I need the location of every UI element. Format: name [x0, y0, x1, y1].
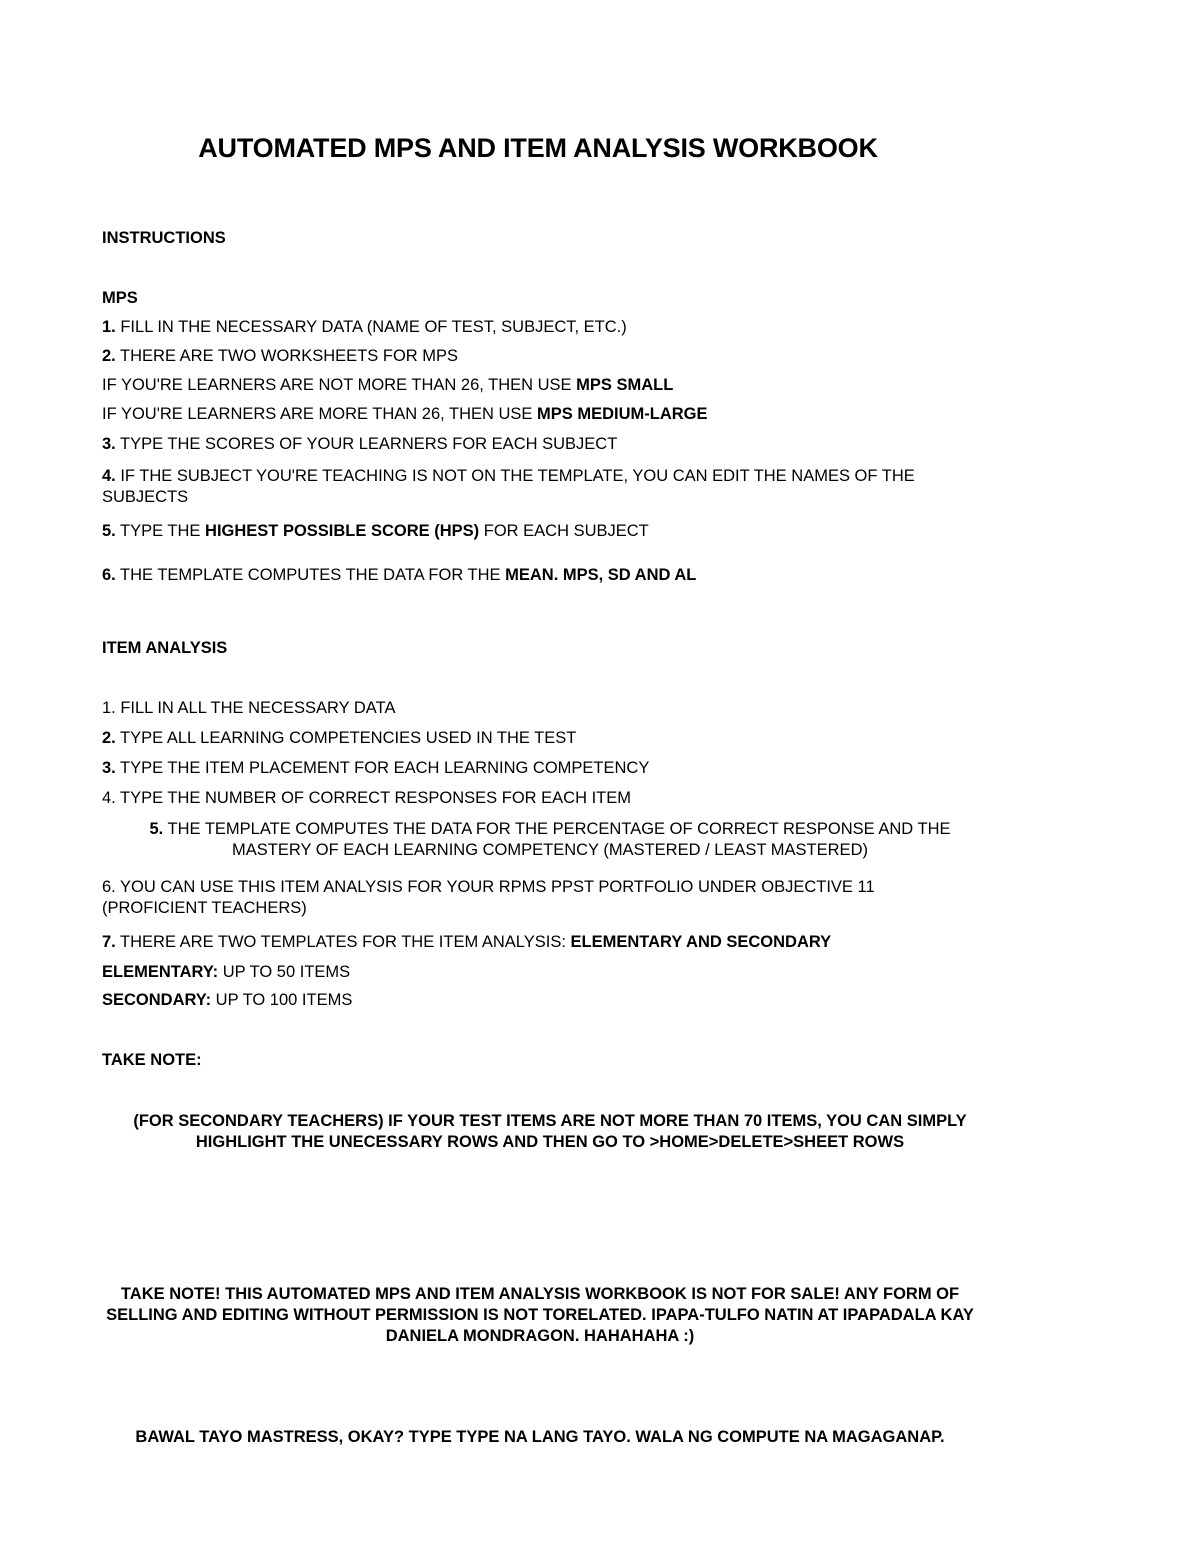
mps-step-1 [102, 317, 627, 338]
step-bold: HIGHEST POSSIBLE SCORE (HPS) [205, 522, 480, 540]
step-number: 7. [102, 933, 116, 951]
step-number: 6. [102, 566, 116, 584]
not-for-sale-note: TAKE NOTE! THIS AUTOMATED MPS AND ITEM ANALYSIS WORKBOOK IS NOT FOR SALE! ANY FORM OF SELLING AND EDITING WITHOUT PERMISSION IS NOT TORELATED. IPAPA-TULFO NATIN AT IPAPADALA KAY DANIELA MONDRAGON. HAHAHAHA :) [106, 1285, 974, 1345]
step-number: 2. [102, 347, 116, 365]
step-text: YOU CAN USE THIS ITEM ANALYSIS FOR YOUR RPMS PPST PORTFOLIO UNDER OBJECTIVE 11 (PROFICIENT TEACHERS) [102, 878, 875, 917]
secondary-teachers-note: (FOR SECONDARY TEACHERS) IF YOUR TEST ITEMS ARE NOT MORE THAN 70 ITEMS, YOU CAN SIMPLY HIGHLIGHT THE UNECESSARY ROWS AND THEN GO TO >HOME>DELETE>SHEET ROWS [133, 1112, 967, 1151]
item-step-7 [102, 932, 831, 953]
mps-medium-note [102, 404, 708, 425]
step-number: 6. [102, 878, 116, 896]
note-bold: MPS MEDIUM-LARGE [537, 405, 708, 423]
mps-step-3 [102, 434, 617, 455]
step-text: THE TEMPLATE COMPUTES THE DATA FOR THE PERCENTAGE OF CORRECT RESPONSE AND THE MASTERY OF EACH LEARNING COMPETENCY (MASTERED / LEAST MASTERED) [163, 820, 951, 859]
step-text: THERE ARE TWO TEMPLATES FOR THE ITEM ANALYSIS: [115, 933, 571, 951]
note-text: IF YOU'RE LEARNERS ARE NOT MORE THAN 26, THEN USE [102, 376, 577, 394]
note-text: IF YOU'RE LEARNERS ARE MORE THAN 26, THEN USE [102, 405, 538, 423]
item-step-2 [102, 728, 576, 749]
mps-heading: MPS [102, 289, 138, 307]
mps-small-note [102, 375, 673, 396]
step-number: 4. [102, 467, 116, 485]
step-bold: ELEMENTARY AND SECONDARY [570, 933, 832, 951]
step-bold: MEAN. MPS, SD AND AL [505, 566, 697, 584]
item-step-6 [102, 877, 982, 919]
note-bold: MPS SMALL [576, 376, 674, 394]
step-number: 3. [102, 435, 116, 453]
page-title: AUTOMATED MPS AND ITEM ANALYSIS WORKBOOK [198, 133, 878, 163]
take-note-heading: TAKE NOTE: [102, 1051, 202, 1069]
step-text: TYPE ALL LEARNING COMPETENCIES USED IN THE TEST [115, 729, 577, 747]
step-number: 1. [102, 318, 116, 336]
item-step-3 [102, 758, 649, 779]
elementary-label: ELEMENTARY: [102, 963, 219, 981]
elementary-text: UP TO 50 ITEMS [218, 963, 351, 981]
secondary-label: SECONDARY: [102, 991, 212, 1009]
step-number: 5. [149, 820, 164, 838]
step-text: IF THE SUBJECT YOU'RE TEACHING IS NOT ON THE TEMPLATE, YOU CAN EDIT THE NAMES OF THE SUBJECTS [102, 467, 915, 506]
step-text: FILL IN THE NECESSARY DATA (NAME OF TEST, SUBJECT, ETC.) [115, 318, 627, 336]
instructions-heading: INSTRUCTIONS [102, 229, 226, 247]
step-text: TYPE THE ITEM PLACEMENT FOR EACH LEARNING COMPETENCY [115, 759, 650, 777]
item-step-5 [110, 819, 990, 861]
elementary-line [102, 962, 350, 983]
item-step-4: 4. TYPE THE NUMBER OF CORRECT RESPONSES FOR EACH ITEM [102, 789, 631, 807]
step-text-end: FOR EACH SUBJECT [479, 522, 649, 540]
final-note: BAWAL TAYO MASTRESS, OKAY? TYPE TYPE NA LANG TAYO. WALA NG COMPUTE NA MAGAGANAP. [135, 1428, 945, 1446]
item-step-1: 1. FILL IN ALL THE NECESSARY DATA [102, 699, 396, 717]
step-text: THERE ARE TWO WORKSHEETS FOR MPS [115, 347, 459, 365]
step-text: TYPE THE [115, 522, 206, 540]
secondary-line [102, 990, 352, 1011]
step-number: 5. [102, 522, 116, 540]
step-number: 2. [102, 729, 116, 747]
step-text: THE TEMPLATE COMPUTES THE DATA FOR THE [115, 566, 506, 584]
mps-step-5 [102, 521, 649, 542]
step-number: 3. [102, 759, 116, 777]
item-analysis-heading: ITEM ANALYSIS [102, 639, 228, 657]
mps-step-4 [102, 466, 982, 508]
mps-step-2 [102, 346, 458, 367]
secondary-text: UP TO 100 ITEMS [211, 991, 353, 1009]
step-text: TYPE THE SCORES OF YOUR LEARNERS FOR EACH SUBJECT [115, 435, 618, 453]
mps-step-6 [102, 565, 696, 586]
